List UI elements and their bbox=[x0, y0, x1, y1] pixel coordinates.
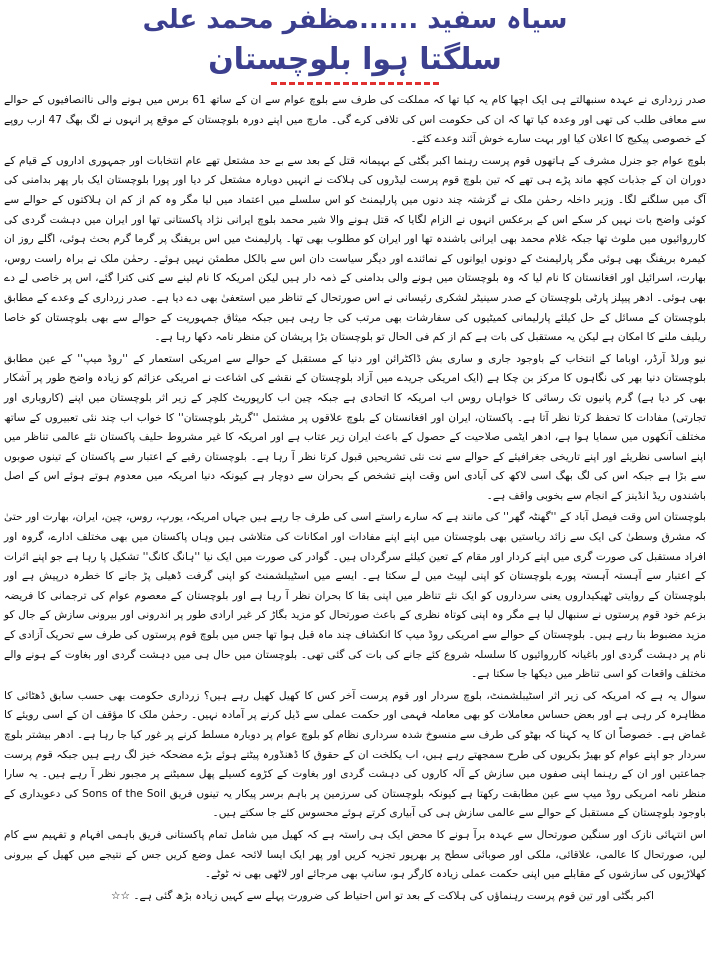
article-paragraph: صدر زرداری نے عہدہ سنبھالتے ہی ایک اچھا کام یہ کیا تھا کہ مملکت کی طرف سے بلوچ عوام سے ان کے ساتھ 61 برس میں ہونے والی ناانصافیوں کے حوالے سے معافی طلب کی تھی اور وعدہ کیا تھا کہ ان کی حکومت اس کی تلافی کرے گی۔ مارچ میں اپنے دورہ بلوچستان کے موقع پر انہوں نے لگ بھگ 47 ارب روپے کے خصوصی پیکیج کا اعلان کیا اور بہت سارے خوش آئند وعدے کئے۔ bbox=[4, 94, 707, 146]
article-closing-line: اکبر بگٹی اور تین قوم پرست رہنماؤں کی ہلاکت کے بعد تو اس احتیاط کی ضرورت پہلے سے کہیں زیادہ بڑھ گئی ہے۔ ☆☆ bbox=[110, 889, 654, 902]
headline-underline-divider bbox=[271, 82, 439, 85]
column-author-line: سیاہ سفید ......مظفر محمد علی bbox=[142, 5, 568, 35]
article-paragraph: نیو ورلڈ آرڈر، اوباما کے انتخاب کے باوجود جاری و ساری بش ڈاکٹرائن اور دنیا کے مستقبل کے حوالے سے امریکی استعمار کے ''روڈ میپ'' کے عین مطابق بلوچستان دنیا بھر کی نگاہوں کا مرکز بن چکا ہے (ایک امریکی جریدے میں آزاد بلوچستان کے نقشے کی اشاعت نے امریکی عزائم کو زیادہ واضح طور پر آشکار بھی کر دیا ہے) گرم پانیوں تک رسائی کا خواہاں روس اب امریکہ کا اتحادی ہے جبکہ چین اب کارپوریٹ کلچر کے زیر اثر بلوچستان میں اپنے (کاروباری اور تجارتی) مفادات کا تحفظ کرتا نظر آتا ہے۔ پاکستان، ایران اور افغانستان کے بلوچ علاقوں پر مشتمل ''گریٹر بلوچستان'' کا خواب اب چند نئی تعبیروں کے ساتھ مختلف آنکھوں میں سمایا ہوا ہے، ادھر ایٹمی صلاحیت کے حصول کے باعث ایران زیر عتاب ہے اور امریکہ کا غیر مشروط حلیف پاکستان نئے عالمی تناظر میں اپنے اساسی نظریئے اور اپنے تاریخی جغرافیئے کے حوالے سے نت نئی تشریحیں قبول کرتا نظر آ رہا ہے۔ بلوچستان رقبے کے اعتبار سے پاکستان کے تینوں صوبوں سے بڑا ہے جبکہ اس کی لگ بھگ اسی لاکھ کی آبادی اس وقت اپنے تشخص کے بحران سے دوچار ہے کیونکہ دنیا امریکہ میں معدوم ہوتے ہوئے اس کے اصل باشندوں ریڈ انڈینز کے انجام سے بخوبی واقف ہے۔ bbox=[4, 352, 706, 502]
article-paragraph: سوال یہ ہے کہ امریکہ کی زیر اثر اسٹیبلشمنٹ، بلوچ سردار اور قوم پرست آخر کس کا کھیل کھیل رہے ہیں؟ زرداری حکومت بھی حسب سابق ڈھٹائی کا مظاہرہ کر رہی ہے اور بعض حساس معاملات کو بھی معاملہ فہمی اور حکمت عملی سے ڈیل کرنے پر آمادہ نہیں۔ رحمٰن ملک کا مؤقف ان کے اسی رویئے کا غماض ہے۔ خصوصاً ان کا یہ کہنا کہ بھٹو کی طرف سے منسوخ شدہ سرداری نظام کو بلوچ عوام پر دوبارہ مسلط کرنے پر غور کیا جا رہا ہے۔ ادھر بیشتر بلوچ سردار جو اپنے عوام کو بھیڑ بکریوں کی طرح سمجھتے رہے ہیں، اب یکلخت ان کے حقوق کا ڈھنڈورہ پیٹتے ہوئے بڑے مضحکہ خیز لگ رہے ہیں جبکہ قوم پرست جماعتیں اور ان کے رہنما اپنی صفوں میں سازش کے آلہ کاروں کی دہشت گردی اور بغاوت کے کڑوے کسیلے پھل سمیٹنے پر مجبور نظر آ رہے ہیں۔ یہ سارا منظر نامہ امریکی روڈ میپ سے عین مطابقت رکھتا ہے کیونکہ بلوچستان کی سرزمین پر باہم برسر پیکار یہ تینوں فریق Sons of the Soil کی دعویداری کے باوجود بلوچستان کے مستقبل کے حوالے سے عالمی سازش ہی کی آبیاری کرتے ہوئے محسوس کئے جا سکتے ہیں۔ bbox=[4, 689, 706, 820]
article-paragraph: اس انتہائی نازک اور سنگین صورتحال سے عہدہ برآ ہونے کا محض ایک ہی راستہ ہے کہ کھیل میں شامل تمام پاکستانی فریق باہمی افہام و تفہیم سے کام لیں، صورتحال کا عالمی، علاقائی، ملکی اور صوبائی سطح پر بھرپور تجزیہ کریں اور پھر ایک ایسا لائحہ عمل وضع کریں جس کے نتیجے میں کھیل کے بیرونی کھلاڑیوں کی سازشوں کے مقابلے میں اپنی حکمت عملی زیادہ کارگر ہو، سانپ بھی مرجائے اور لاٹھی بھی نہ ٹوٹے۔ bbox=[4, 828, 706, 881]
article-headline: سلگتا ہوا بلوچستان bbox=[208, 42, 502, 77]
article-page bbox=[0, 2, 710, 906]
article-body bbox=[4, 91, 706, 906]
article-paragraph: بلوچستان اس وقت فیصل آباد کے ''گھنٹہ گھر'' کی مانند ہے کہ سارے راستے اسی کی طرف جا رہے ہیں جہاں امریکہ، یورپ، روس، چین، ایران، بھارت اور حتیٰ کہ مشرق وسطیٰ کی ایک سے زائد ریاستیں بھی بلوچستان میں اپنے اپنے مفادات اور امکانات کی متلاشی ہیں وہاں پاکستان میں بھی مختلف ادارے، گروہ اور افراد مستقبل کی صورت گری میں اپنے کردار اور مقام کے تعین کیلئے سرگرداں ہیں۔ گوادر کی صورت میں ایک نیا ''ہانگ کانگ'' تشکیل پا رہا ہے جو اپنے اثرات کے اعتبار سے آہستہ آہستہ پورے بلوچستان کو اپنی لپیٹ میں لے سکتا ہے۔ ایسے میں اسٹیبلشمنٹ کو اپنی گرفت ڈھیلی پڑ جانے کا خطرہ درپیش ہے اور بلوچستان کے روایتی ٹھیکیداروں یعنی سرداروں کو ایک نئے تناظر میں اپنی بقا کا بحران نظر آ رہا ہے اور بلوچستان کے معصوم عوام کی ترجمانی کا فریضہ بزعم خود قوم پرستوں نے سنبھال لیا ہے مگر وہ اپنی کوتاہ نظری کے باعث صورتحال کو مزید بگاڑ کر غیر ارادی طور پر اندرونی اور بیرونی سازش کے جال کو مزید مضبوط بنا رہے ہیں۔ بلوچستان کے حوالے سے امریکی روڈ میپ کا انکشاف چند ماہ قبل ہوا تھا جس میں بلوچ قوم پرستوں کی طرف سے تحریک آزادی کے نام پر دہشت گردی اور باغیانہ کارروائیوں کا سلسلہ شروع کئے جانے کی بات کی گئی تھی۔ بلوچستان میں حال ہی میں دہشت گردی اور بغاوت کے ہونے والے مختلف واقعات کو اسی تناظر میں دیکھا جا سکتا ہے۔ bbox=[4, 511, 706, 681]
article-paragraph: بلوچ عوام جو جنرل مشرف کے ہاتھوں قوم پرست رہنما اکبر بگٹی کے بہیمانہ قتل کے بعد سے بے حد مشتعل تھے عام انتخابات اور جمہوری اداروں کے قیام کے دوران ان کے جذبات کچھ ماند پڑے ہی تھے کہ تین بلوچ قوم پرست لیڈروں کی ہلاکت نے انہیں دوبارہ مشتعل کر دیا اور پورا بلوچستان ایک بار پھر بدامنی کی آگ میں سلگنے لگا۔ وزیر داخلہ رحمٰن ملک نے گزشتہ چند دنوں میں پارلیمنٹ کو اس سلسلے میں اعتماد میں لیا مگر وہ کم از کم ان ہلاکتوں کے حوالے سے کوئی واضح بات نہیں کر سکے اس کے برعکس انہوں نے الزام لگایا کہ قتل ہونے والا شیر محمد بلوچ ایرانی نژاد پاکستانی تھا اور ایران میں دہشت گردی کی کارروائیوں میں ملوث تھا جبکہ غلام محمد بھی ایرانی باشندہ تھا اور ایران کو مطلوب بھی تھا۔ پارلیمنٹ میں اس بریفنگ پر گرما گرم بحث ہوئی، اگلے روز ان کیمرہ بریفنگ بھی ہوئی مگر پارلیمنٹ کے دونوں ایوانوں کے نمائندے اور دیگر سیاست دان اس سے بالکل مطمئن نہیں ہوئے۔ رحمٰن ملک نے براہ راست روس، بھارت، اسرائیل اور افغانستان کا نام لیا کہ وہ بلوچستان میں ہونے والی بدامنی کے ذمہ دار ہیں لیکن امریکہ کا نام لینے سے کنی کترا گئے، اس پر خاصی لے دے بھی ہوئی۔ ادھر پیپلز پارٹی بلوچستان کے صدر سینیٹر لشکری رئیسانی نے اس صورتحال کے تناظر میں استعفیٰ بھی دے دیا ہے۔ صدر زرداری کے وعدے کے مطابق بلوچستان کے مسائل کے حل کیلئے پارلیمانی کمیٹیوں کی سفارشات بھی مرتب کی جا رہی ہیں جبکہ میثاق جمہوریت کے حوالے سے بھی بلوچستان کو خاصا ریلیف ملنے کا امکان ہے لیکن یہ مستقبل کی بات ہے کم از کم فی الحال تو بلوچستان بڑا پریشان کن منظر نامہ دکھا رہا ہے۔ bbox=[4, 154, 706, 344]
